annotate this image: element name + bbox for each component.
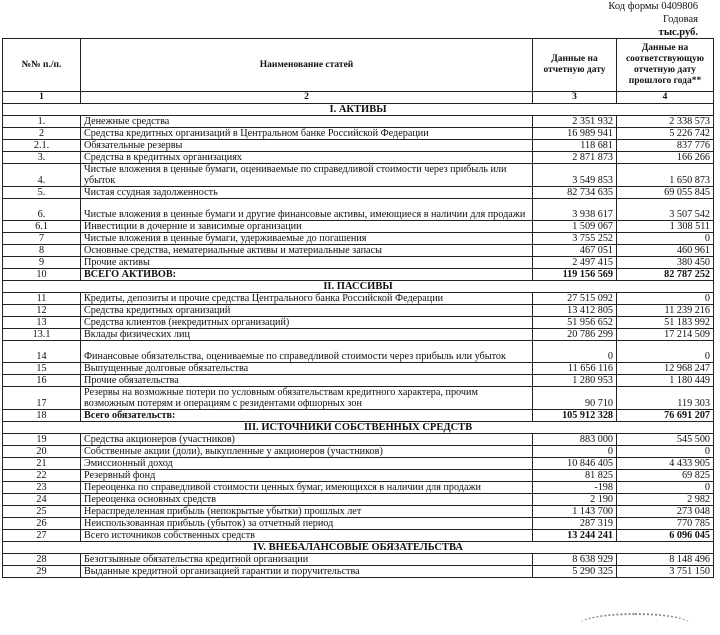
section-title: I. АКТИВЫ bbox=[3, 104, 714, 116]
row-name: Инвестиции в дочерние и зависимые организации bbox=[81, 221, 533, 233]
col-index-2: 2 bbox=[81, 92, 533, 104]
row-previous-value: 119 303 bbox=[617, 387, 714, 410]
table-row bbox=[3, 458, 714, 470]
row-name: Нераспределенная прибыль (непокрытые убытки) прошлых лет bbox=[81, 506, 533, 518]
row-number: 2 bbox=[3, 128, 81, 140]
row-name: Средства в кредитных организациях bbox=[81, 152, 533, 164]
row-number: 15 bbox=[3, 363, 81, 375]
row-previous-value: 8 148 496 bbox=[617, 554, 714, 566]
table-row bbox=[3, 245, 714, 257]
row-name: Средства акционеров (участников) bbox=[81, 434, 533, 446]
row-current-value: 105 912 328 bbox=[533, 410, 617, 422]
row-current-value: 10 846 405 bbox=[533, 458, 617, 470]
table-row bbox=[3, 470, 714, 482]
row-number: 29 bbox=[3, 566, 81, 578]
row-number: 17 bbox=[3, 387, 81, 410]
row-name: Чистая ссудная задолженность bbox=[81, 187, 533, 199]
section-header-row bbox=[3, 281, 714, 293]
row-number: 21 bbox=[3, 458, 81, 470]
row-number: 19 bbox=[3, 434, 81, 446]
row-current-value: 118 681 bbox=[533, 140, 617, 152]
column-header-row bbox=[3, 39, 714, 92]
row-current-value: 11 656 116 bbox=[533, 363, 617, 375]
row-current-value: 82 734 635 bbox=[533, 187, 617, 199]
table-row bbox=[3, 152, 714, 164]
row-name: Чистые вложения в ценные бумаги и другие финансовые активы, имеющиеся в наличии для продажи bbox=[81, 199, 533, 221]
row-number: 14 bbox=[3, 341, 81, 363]
row-number: 7 bbox=[3, 233, 81, 245]
col-previous-header: Данные на соответствующую отчетную дату прошлого года** bbox=[617, 39, 714, 92]
table-row bbox=[3, 554, 714, 566]
row-current-value: 467 051 bbox=[533, 245, 617, 257]
row-number: 6. bbox=[3, 199, 81, 221]
row-number: 13 bbox=[3, 317, 81, 329]
row-previous-value: 2 982 bbox=[617, 494, 714, 506]
row-current-value: 1 509 067 bbox=[533, 221, 617, 233]
row-current-value: 287 319 bbox=[533, 518, 617, 530]
row-previous-value: 2 338 573 bbox=[617, 116, 714, 128]
row-name: Выданные кредитной организацией гарантии и поручительства bbox=[81, 566, 533, 578]
row-previous-value: 0 bbox=[617, 446, 714, 458]
row-previous-value: 6 096 045 bbox=[617, 530, 714, 542]
table-row bbox=[3, 363, 714, 375]
col-index-1: 1 bbox=[3, 92, 81, 104]
row-number: 18 bbox=[3, 410, 81, 422]
row-name: Переоценка по справедливой стоимости ценных бумаг, имеющихся в наличии для продажи bbox=[81, 482, 533, 494]
section-title: II. ПАССИВЫ bbox=[3, 281, 714, 293]
row-number: 22 bbox=[3, 470, 81, 482]
row-current-value: 16 989 941 bbox=[533, 128, 617, 140]
row-previous-value: 3 507 542 bbox=[617, 199, 714, 221]
row-current-value: 51 956 652 bbox=[533, 317, 617, 329]
col-num-header: №№ п./п. bbox=[3, 39, 81, 92]
row-current-value: 2 871 873 bbox=[533, 152, 617, 164]
table-row bbox=[3, 187, 714, 199]
row-name: Резервный фонд bbox=[81, 470, 533, 482]
row-previous-value: 545 500 bbox=[617, 434, 714, 446]
table-row bbox=[3, 410, 714, 422]
section-title: III. ИСТОЧНИКИ СОБСТВЕННЫХ СРЕДСТВ bbox=[3, 422, 714, 434]
balance-sheet-table bbox=[2, 38, 714, 578]
col-current-header: Данные на отчетную дату bbox=[533, 39, 617, 92]
table-row bbox=[3, 518, 714, 530]
row-previous-value: 1 308 511 bbox=[617, 221, 714, 233]
row-number: 2.1. bbox=[3, 140, 81, 152]
section-header-row bbox=[3, 542, 714, 554]
row-name: Собственные акции (доли), выкупленные у акционеров (участников) bbox=[81, 446, 533, 458]
row-name: ВСЕГО АКТИВОВ: bbox=[81, 269, 533, 281]
row-number: 23 bbox=[3, 482, 81, 494]
row-previous-value: 770 785 bbox=[617, 518, 714, 530]
row-number: 12 bbox=[3, 305, 81, 317]
row-previous-value: 1 650 873 bbox=[617, 164, 714, 187]
row-name: Всего источников собственных средств bbox=[81, 530, 533, 542]
row-current-value: 0 bbox=[533, 341, 617, 363]
row-current-value: 13 412 805 bbox=[533, 305, 617, 317]
table-row bbox=[3, 140, 714, 152]
table-row bbox=[3, 566, 714, 578]
form-header bbox=[608, 0, 698, 39]
stamp-mark bbox=[580, 613, 690, 635]
table-row bbox=[3, 293, 714, 305]
form-code: Код формы 0409806 bbox=[608, 1, 698, 12]
row-name: Денежные средства bbox=[81, 116, 533, 128]
row-current-value: 2 351 932 bbox=[533, 116, 617, 128]
row-previous-value: 76 691 207 bbox=[617, 410, 714, 422]
row-number: 1. bbox=[3, 116, 81, 128]
row-number: 20 bbox=[3, 446, 81, 458]
section-header-row bbox=[3, 104, 714, 116]
report-period: Годовая bbox=[663, 14, 698, 25]
row-previous-value: 12 968 247 bbox=[617, 363, 714, 375]
table-row bbox=[3, 494, 714, 506]
row-name: Чистые вложения в ценные бумаги, удерживаемые до погашения bbox=[81, 233, 533, 245]
row-name: Прочие обязательства bbox=[81, 375, 533, 387]
row-name: Средства клиентов (некредитных организаций) bbox=[81, 317, 533, 329]
row-number: 13.1 bbox=[3, 329, 81, 341]
row-name: Неиспользованная прибыль (убыток) за отчетный период bbox=[81, 518, 533, 530]
row-current-value: 1 280 953 bbox=[533, 375, 617, 387]
row-number: 6.1 bbox=[3, 221, 81, 233]
row-previous-value: 5 226 742 bbox=[617, 128, 714, 140]
table-row bbox=[3, 317, 714, 329]
row-number: 28 bbox=[3, 554, 81, 566]
row-previous-value: 51 183 992 bbox=[617, 317, 714, 329]
table-row bbox=[3, 375, 714, 387]
table-row bbox=[3, 233, 714, 245]
row-previous-value: 0 bbox=[617, 341, 714, 363]
row-previous-value: 4 433 905 bbox=[617, 458, 714, 470]
unit-label: тыс.руб. bbox=[658, 27, 698, 38]
table-row bbox=[3, 164, 714, 187]
row-name: Выпущенные долговые обязательства bbox=[81, 363, 533, 375]
section-header-row bbox=[3, 422, 714, 434]
row-previous-value: 82 787 252 bbox=[617, 269, 714, 281]
table-row bbox=[3, 257, 714, 269]
row-current-value: 13 244 241 bbox=[533, 530, 617, 542]
row-name: Средства кредитных организаций bbox=[81, 305, 533, 317]
row-current-value: 883 000 bbox=[533, 434, 617, 446]
row-previous-value: 3 751 150 bbox=[617, 566, 714, 578]
row-previous-value: 460 961 bbox=[617, 245, 714, 257]
row-current-value: 90 710 bbox=[533, 387, 617, 410]
table-row bbox=[3, 221, 714, 233]
table-row bbox=[3, 329, 714, 341]
col-name-header: Наименование статей bbox=[81, 39, 533, 92]
row-previous-value: 0 bbox=[617, 482, 714, 494]
column-index-row bbox=[3, 92, 714, 104]
col-index-3: 3 bbox=[533, 92, 617, 104]
row-name: Всего обязательств: bbox=[81, 410, 533, 422]
table-row bbox=[3, 446, 714, 458]
row-number: 27 bbox=[3, 530, 81, 542]
row-current-value: 119 156 569 bbox=[533, 269, 617, 281]
row-number: 26 bbox=[3, 518, 81, 530]
row-previous-value: 0 bbox=[617, 293, 714, 305]
table-body bbox=[3, 104, 714, 578]
row-name: Прочие активы bbox=[81, 257, 533, 269]
row-current-value: 5 290 325 bbox=[533, 566, 617, 578]
row-name: Чистые вложения в ценные бумаги, оцениваемые по справедливой стоимости через прибыль или убыток bbox=[81, 164, 533, 187]
row-previous-value: 0 bbox=[617, 233, 714, 245]
row-previous-value: 17 214 509 bbox=[617, 329, 714, 341]
row-name: Резервы на возможные потери по условным обязательствам кредитного характера, прочим возможным потерям и операциям с резидентами офшорных зон bbox=[81, 387, 533, 410]
section-title: IV. ВНЕБАЛАНСОВЫЕ ОБЯЗАТЕЛЬСТВА bbox=[3, 542, 714, 554]
row-name: Основные средства, нематериальные активы и материальные запасы bbox=[81, 245, 533, 257]
row-current-value: 20 786 299 bbox=[533, 329, 617, 341]
row-name: Кредиты, депозиты и прочие средства Центрального банка Российской Федерации bbox=[81, 293, 533, 305]
table-row bbox=[3, 341, 714, 363]
row-previous-value: 69 825 bbox=[617, 470, 714, 482]
row-current-value: 0 bbox=[533, 446, 617, 458]
row-number: 8 bbox=[3, 245, 81, 257]
row-name: Вклады физических лиц bbox=[81, 329, 533, 341]
row-current-value: 3 755 252 bbox=[533, 233, 617, 245]
table-row bbox=[3, 387, 714, 410]
row-previous-value: 837 776 bbox=[617, 140, 714, 152]
table-row bbox=[3, 116, 714, 128]
row-number: 11 bbox=[3, 293, 81, 305]
row-name: Эмиссионный доход bbox=[81, 458, 533, 470]
row-number: 4. bbox=[3, 164, 81, 187]
row-current-value: 2 497 415 bbox=[533, 257, 617, 269]
row-current-value: 3 549 853 bbox=[533, 164, 617, 187]
row-name: Переоценка основных средств bbox=[81, 494, 533, 506]
row-current-value: 81 825 bbox=[533, 470, 617, 482]
row-previous-value: 11 239 216 bbox=[617, 305, 714, 317]
table-row bbox=[3, 128, 714, 140]
table-row bbox=[3, 199, 714, 221]
row-previous-value: 380 450 bbox=[617, 257, 714, 269]
table-row bbox=[3, 305, 714, 317]
row-previous-value: 273 048 bbox=[617, 506, 714, 518]
table-row bbox=[3, 269, 714, 281]
row-number: 3. bbox=[3, 152, 81, 164]
table-row bbox=[3, 482, 714, 494]
table-row bbox=[3, 434, 714, 446]
row-current-value: 3 938 617 bbox=[533, 199, 617, 221]
row-current-value: 8 638 929 bbox=[533, 554, 617, 566]
row-current-value: 1 143 700 bbox=[533, 506, 617, 518]
row-number: 24 bbox=[3, 494, 81, 506]
row-current-value: 2 190 bbox=[533, 494, 617, 506]
row-name: Финансовые обязательства, оцениваемые по справедливой стоимости через прибыль или убыток bbox=[81, 341, 533, 363]
row-previous-value: 1 180 449 bbox=[617, 375, 714, 387]
row-number: 25 bbox=[3, 506, 81, 518]
table-row bbox=[3, 530, 714, 542]
col-index-4: 4 bbox=[617, 92, 714, 104]
row-name: Обязательные резервы bbox=[81, 140, 533, 152]
row-previous-value: 69 055 845 bbox=[617, 187, 714, 199]
row-current-value: 27 515 092 bbox=[533, 293, 617, 305]
table-row bbox=[3, 506, 714, 518]
row-name: Средства кредитных организаций в Центральном банке Российской Федерации bbox=[81, 128, 533, 140]
row-previous-value: 166 266 bbox=[617, 152, 714, 164]
row-number: 9 bbox=[3, 257, 81, 269]
row-current-value: -198 bbox=[533, 482, 617, 494]
row-number: 5. bbox=[3, 187, 81, 199]
row-number: 10 bbox=[3, 269, 81, 281]
row-number: 16 bbox=[3, 375, 81, 387]
row-name: Безотзывные обязательства кредитной организации bbox=[81, 554, 533, 566]
